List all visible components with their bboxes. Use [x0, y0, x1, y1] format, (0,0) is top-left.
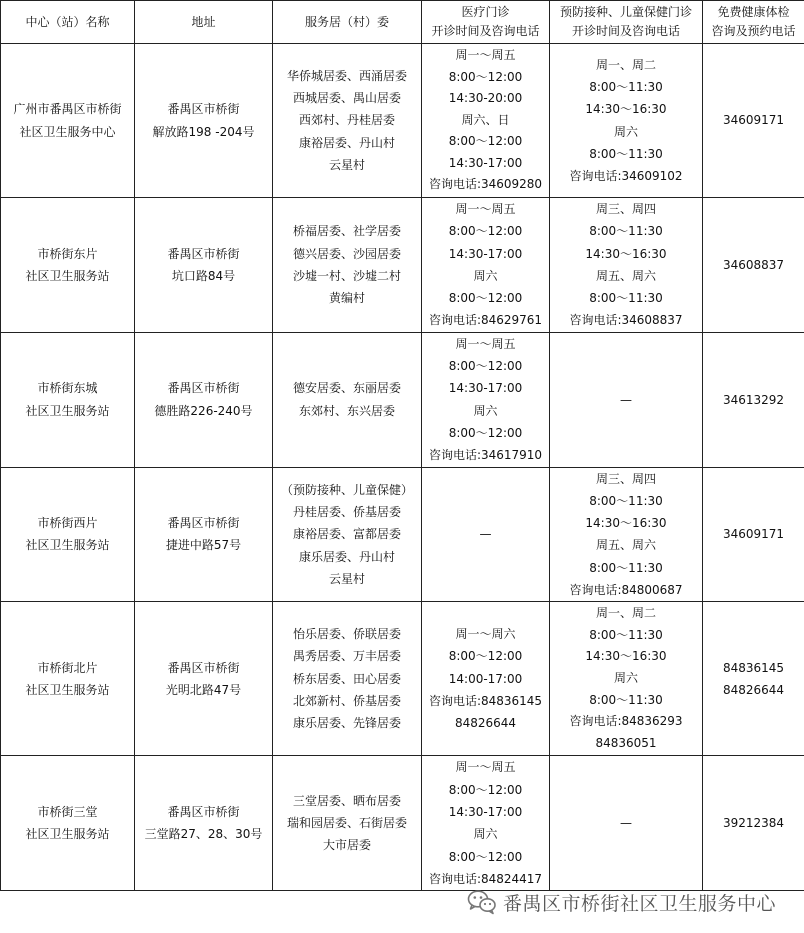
cell-vaccine [550, 332, 703, 467]
cell-exam [703, 756, 804, 891]
medical-line: 8:00～12:00 [448, 849, 523, 864]
cell-address [135, 44, 273, 198]
cell-exam [703, 332, 804, 467]
name-line: 市桥街三堂 [37, 804, 98, 819]
medical-line: 咨询电话:84824417 [428, 871, 543, 886]
medical-line: 14:30-17:00 [448, 246, 523, 261]
medical-line: 周一～周五 [455, 202, 516, 216]
exam-line: 34608837 [722, 257, 785, 272]
table-row [1, 602, 804, 756]
header-medical: 医疗门诊 开诊时间及咨询电话 [422, 1, 550, 44]
cell-medical [422, 467, 550, 602]
service-line: 云星村 [328, 157, 365, 172]
cell-exam [703, 198, 804, 333]
name-line: 市桥街北片 [37, 660, 98, 675]
cell-address [135, 602, 273, 756]
medical-line: 周六 [473, 268, 498, 283]
service-line: 西郊村、丹桂居委 [298, 113, 395, 128]
vaccine-line: 咨询电话:34609102 [569, 169, 683, 184]
header-row [1, 1, 804, 44]
cell-service [273, 332, 422, 467]
name-line: 广州市番禺区市桥街 [13, 102, 122, 117]
address-line: 坑口路84号 [171, 268, 236, 283]
service-line: 丹桂居委、侨基居委 [292, 505, 401, 519]
vaccine-line: 周三、周四 [595, 471, 656, 486]
wechat-icon [467, 889, 497, 915]
medical-line: 咨询电话:34609280 [428, 177, 543, 192]
cell-service [273, 198, 422, 333]
header-service: 服务居（村）委 [273, 1, 422, 44]
header-vaccine: 预防接种、儿童保健门诊 开诊时间及咨询电话 [550, 1, 703, 44]
medical-line: 咨询电话:34617910 [428, 448, 543, 463]
cell-service [273, 756, 422, 891]
service-line: 沙墟一村、沙墟二村 [292, 268, 401, 283]
cell-vaccine [550, 198, 703, 333]
cell-service [273, 602, 422, 756]
address-line: 番禺区市桥街 [167, 246, 240, 261]
cell-vaccine [550, 467, 703, 602]
medical-line: 8:00～12:00 [448, 649, 523, 664]
cell-service [273, 467, 422, 602]
vaccine-line: 14:30～16:30 [585, 246, 667, 261]
cell-vaccine [550, 44, 703, 198]
vaccine-line: — [620, 816, 632, 831]
table-row [1, 467, 804, 602]
cell-address [135, 756, 273, 891]
medical-line: 周六 [473, 827, 498, 842]
vaccine-line: 84836051 [595, 735, 657, 750]
name-line: 社区卫生服务站 [25, 268, 110, 283]
medical-line: 周一～周五 [455, 760, 516, 775]
address-line: 番禺区市桥街 [167, 804, 240, 819]
medical-line: 14:00-17:00 [448, 671, 523, 686]
cell-name [1, 332, 135, 467]
vaccine-line: — [620, 392, 632, 407]
service-line: 德兴居委、沙园居委 [292, 246, 401, 261]
vaccine-line: 14:30～16:30 [585, 649, 667, 664]
cell-medical [422, 602, 550, 756]
exam-line: 39212384 [722, 816, 785, 831]
cell-exam [703, 44, 804, 198]
address-line: 解放路198 -204号 [152, 124, 255, 139]
address-line: 番禺区市桥街 [167, 381, 240, 396]
medical-line: 周一～周五 [455, 47, 516, 62]
address-line: 光明北路47号 [165, 682, 242, 697]
cell-address [135, 198, 273, 333]
service-line: 桥东居委、田心居委 [292, 671, 401, 686]
address-line: 捷进中路57号 [165, 538, 242, 553]
name-line: 社区卫生服务中心 [19, 124, 116, 139]
medical-line: 14:30-17:00 [448, 381, 523, 396]
vaccine-line: 14:30～16:30 [585, 102, 667, 117]
service-line: 康裕居委、丹山村 [298, 135, 395, 150]
cell-medical [422, 44, 550, 198]
cell-name [1, 467, 135, 602]
address-line: 番禺区市桥街 [167, 660, 240, 675]
name-line: 社区卫生服务站 [25, 403, 110, 418]
exam-line: 84826644 [722, 682, 785, 697]
vaccine-line: 8:00～11:30 [589, 146, 663, 161]
vaccine-line: 8:00～11:30 [589, 692, 663, 707]
cell-name [1, 198, 135, 333]
table-row [1, 44, 804, 198]
medical-line: 周六、日 [461, 112, 510, 127]
medical-line: 8:00～12:00 [448, 134, 523, 149]
vaccine-line: 咨询电话:34608837 [569, 313, 683, 328]
service-line: 黄编村 [328, 291, 365, 306]
medical-line: 14:30-17:00 [448, 155, 523, 170]
service-line: 康乐居委、丹山村 [298, 549, 395, 564]
service-line: 桥福居委、社学居委 [292, 224, 401, 239]
cell-medical [422, 198, 550, 333]
medical-line: 周一～周六 [455, 627, 516, 642]
service-line: 怡乐居委、侨联居委 [292, 627, 401, 642]
medical-line: 8:00～12:00 [448, 359, 523, 374]
medical-line: 周一～周五 [455, 336, 516, 351]
cell-service [273, 44, 422, 198]
service-line: 禺秀居委、万丰居委 [292, 649, 401, 664]
header-name: 中心（站）名称 [1, 1, 135, 44]
cell-name [1, 602, 135, 756]
address-line: 德胜路226-240号 [154, 403, 253, 418]
service-line: 三堂居委、晒布居委 [292, 793, 401, 808]
cell-exam [703, 602, 804, 756]
service-line: 康裕居委、富都居委 [292, 527, 401, 542]
service-line: 东郊村、东兴居委 [298, 403, 395, 418]
table-row [1, 332, 804, 467]
service-line: 北郊新村、侨基居委 [292, 693, 401, 708]
vaccine-line: 14:30～16:30 [585, 516, 667, 531]
name-line: 市桥街西片 [37, 516, 98, 531]
header-exam: 免费健康体检 咨询及预约电话 [703, 1, 804, 44]
footer-watermark [467, 884, 776, 920]
name-line: 市桥街东城 [37, 381, 98, 396]
vaccine-line: 8:00～11:30 [589, 79, 663, 94]
vaccine-line: 8:00～11:30 [589, 627, 663, 642]
service-line: 西城居委、禺山居委 [292, 91, 401, 106]
cell-medical [422, 756, 550, 891]
name-line: 社区卫生服务站 [25, 682, 110, 697]
medical-line: 84826644 [454, 716, 517, 731]
address-line: 三堂路27、28、30号 [144, 827, 263, 842]
table-row [1, 198, 804, 333]
medical-line: 14:30-20:00 [448, 91, 523, 106]
service-line: 瑞和园居委、石街居委 [286, 816, 407, 831]
medical-line: 8:00～12:00 [448, 224, 523, 239]
address-line: 番禺区市桥街 [167, 516, 240, 531]
vaccine-line: 8:00～11:30 [589, 560, 663, 575]
header-address: 地址 [135, 1, 273, 44]
exam-line: 84836145 [722, 660, 785, 675]
footer-text: 番禺区市桥街社区卫生服务中心 [502, 892, 776, 915]
medical-line: 14:30-17:00 [448, 804, 523, 819]
service-line: 云星村 [328, 571, 365, 586]
service-line: 大市居委 [322, 838, 371, 853]
exam-line: 34609171 [722, 527, 785, 542]
vaccine-line: 咨询电话:84836293 [569, 714, 683, 729]
service-line: （预防接种、儿童保健） [280, 482, 413, 497]
medical-line: 咨询电话:84629761 [428, 313, 543, 328]
service-line: 康乐居委、先锋居委 [292, 716, 401, 731]
vaccine-line: 周五、周六 [595, 538, 656, 553]
cell-name [1, 756, 135, 891]
vaccine-line: 咨询电话:84800687 [569, 583, 683, 598]
cell-medical [422, 332, 550, 467]
cell-address [135, 467, 273, 602]
cell-vaccine [550, 602, 703, 756]
vaccine-line: 8:00～11:30 [589, 224, 663, 239]
vaccine-line: 周一、周二 [595, 606, 656, 621]
exam-line: 34609171 [722, 113, 785, 128]
medical-line: 8:00～12:00 [448, 782, 523, 797]
cell-exam [703, 467, 804, 602]
vaccine-line: 8:00～11:30 [589, 493, 663, 508]
service-line: 华侨城居委、西涌居委 [286, 68, 407, 83]
medical-line: — [479, 527, 492, 542]
vaccine-line: 周三、周四 [595, 202, 656, 216]
service-line: 德安居委、东丽居委 [292, 381, 401, 396]
medical-line: 8:00～12:00 [448, 69, 523, 84]
vaccine-line: 周一、周二 [595, 57, 656, 72]
medical-line: 周六 [473, 403, 498, 418]
medical-line: 咨询电话:84836145 [428, 693, 543, 708]
vaccine-line: 周六 [613, 671, 638, 686]
name-line: 市桥街东片 [37, 246, 98, 261]
cell-vaccine [550, 756, 703, 891]
vaccine-line: 周五、周六 [595, 268, 656, 283]
cell-name [1, 44, 135, 198]
table-row [1, 756, 804, 891]
medical-line: 8:00～12:00 [448, 425, 523, 440]
name-line: 社区卫生服务站 [25, 827, 110, 842]
vaccine-line: 8:00～11:30 [589, 291, 663, 306]
medical-line: 8:00～12:00 [448, 291, 523, 306]
exam-line: 34613292 [722, 392, 785, 407]
cell-address [135, 332, 273, 467]
name-line: 社区卫生服务站 [25, 538, 110, 553]
vaccine-line: 周六 [613, 124, 638, 139]
address-line: 番禺区市桥街 [167, 102, 240, 117]
